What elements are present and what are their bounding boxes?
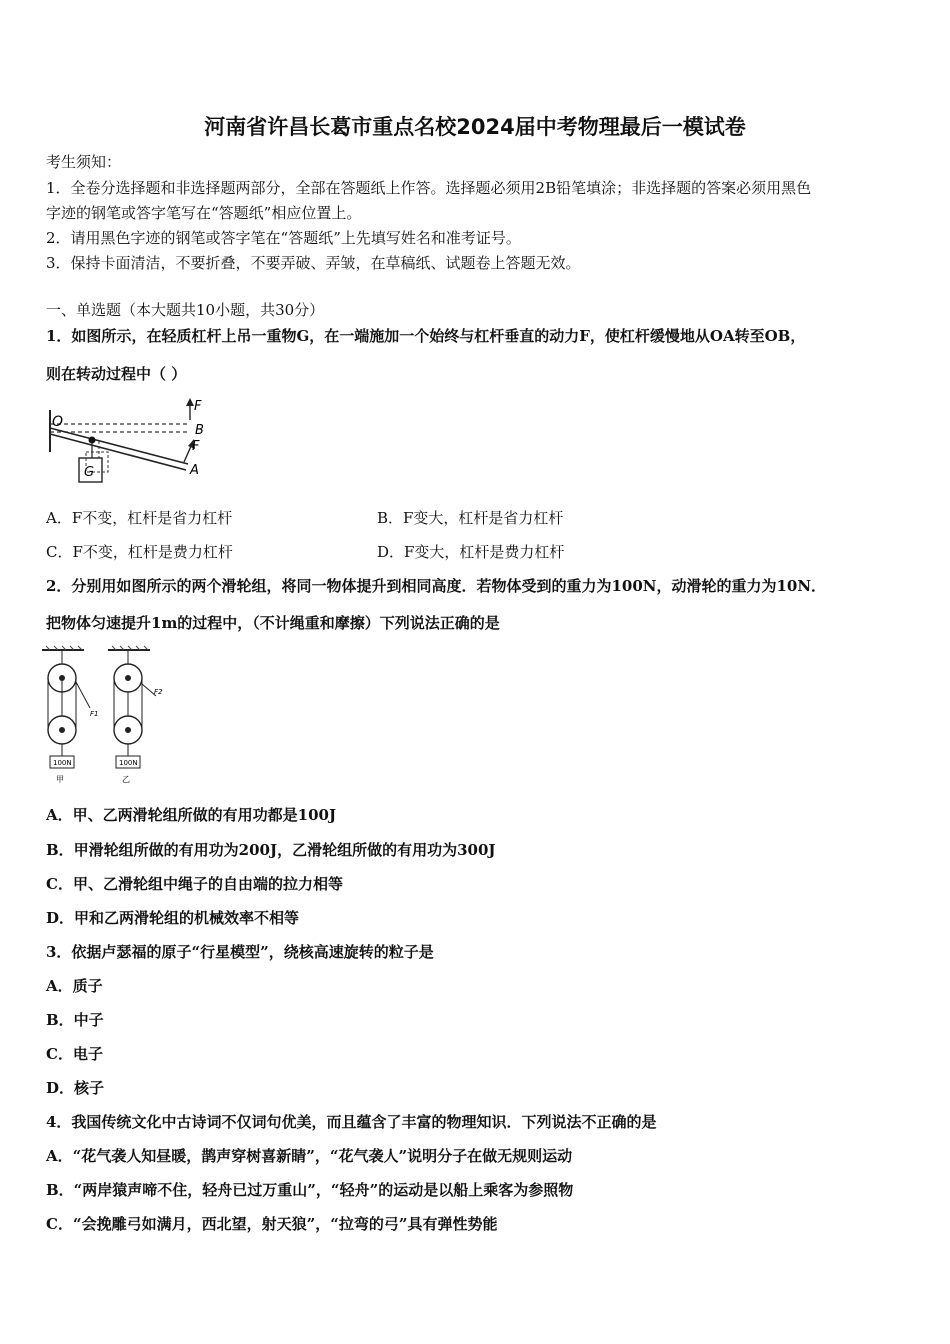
notice-item-2: 2．请用黑色字迹的钢笔或答字笔在“答题纸”上先填写姓名和准考证号。 bbox=[46, 229, 521, 247]
label-f-top: F bbox=[194, 399, 202, 414]
yi-force-label: F2 bbox=[154, 688, 163, 696]
jia-load-label: 100N bbox=[53, 759, 72, 767]
q2-option-b: B．甲滑轮组所做的有用功为200J，乙滑轮组所做的有用功为300J bbox=[46, 841, 496, 859]
q4-stem: 4．我国传统文化中古诗词不仅词句优美，而且蕴含了丰富的物理知识．下列说法不正确的是 bbox=[46, 1113, 657, 1131]
q1-stem-line2: 则在转动过程中（ ） bbox=[46, 365, 187, 383]
jia-force-label: F1 bbox=[90, 710, 99, 718]
q3-option-a: A．质子 bbox=[46, 977, 103, 995]
q2-option-d: D．甲和乙两滑轮组的机械效率不相等 bbox=[46, 909, 300, 927]
q2-stem-line1: 2．分别用如图所示的两个滑轮组，将同一物体提升到相同高度．若物体受到的重力为100N，动滑轮的重力为10N． bbox=[46, 577, 827, 595]
q3-option-d: D．核子 bbox=[46, 1079, 105, 1097]
q1-option-c: C．F不变，杠杆是费力杠杆 bbox=[46, 543, 233, 561]
q1-option-b: B．F变大，杠杆是省力杠杆 bbox=[377, 509, 564, 527]
q3-option-c: C．电子 bbox=[46, 1045, 103, 1063]
q2-pulley-figure bbox=[40, 644, 170, 786]
q1-stem-line1: 1．如图所示，在轻质杠杆上吊一重物G，在一端施加一个始终与杠杆垂直的动力F，使杠杆缓慢地从OA转至OB， bbox=[46, 327, 806, 345]
q2-stem-line2: 把物体匀速提升1m的过程中，（不计绳重和摩擦）下列说法正确的是 bbox=[46, 614, 500, 632]
q1-lever-figure bbox=[44, 396, 214, 492]
notice-heading: 考生须知： bbox=[46, 153, 122, 171]
q2-option-a: A．甲、乙两滑轮组所做的有用功都是100J bbox=[46, 806, 337, 824]
label-o: O bbox=[52, 414, 64, 430]
notice-item-1: 1．全卷分选择题和非选择题两部分，全部在答题纸上作答。选择题必须用2B铅笔填涂；非选择题的答案必须用黑色 bbox=[46, 179, 812, 197]
yi-load-label: 100N bbox=[119, 759, 138, 767]
label-a: A bbox=[190, 463, 199, 478]
q4-option-a: A．“花气袭人知昼暖，鹊声穿树喜新睛”，“花气袭人”说明分子在做无规则运动 bbox=[46, 1147, 573, 1165]
label-g: G bbox=[84, 465, 95, 480]
q1-option-d: D．F变大，杠杆是费力杠杆 bbox=[377, 543, 565, 561]
q4-option-c: C．“会挽雕弓如满月，西北望，射天狼”，“拉弯的弓”具有弹性势能 bbox=[46, 1215, 498, 1233]
label-f-bottom: F bbox=[192, 439, 200, 454]
q3-option-b: B．中子 bbox=[46, 1011, 104, 1029]
yi-label: 乙 bbox=[122, 775, 130, 784]
q3-stem: 3．依据卢瑟福的原子“行星模型”，绕核高速旋转的粒子是 bbox=[46, 943, 434, 961]
pulley-system-jia bbox=[42, 646, 98, 784]
page-title: 河南省许昌长葛市重点名校2024届中考物理最后一模试卷 bbox=[204, 115, 746, 139]
notice-item-1-cont: 字迹的钢笔或答字笔写在“答题纸”相应位置上。 bbox=[46, 204, 362, 222]
lever-oa-bottom bbox=[50, 434, 186, 470]
pulley-system-yi bbox=[108, 646, 163, 784]
notice-item-3: 3．保持卡面清洁，不要折叠，不要弄破、弄皱，在草稿纸、试题卷上答题无效。 bbox=[46, 254, 581, 272]
q4-option-b: B．“两岸猿声啼不住，轻舟已过万重山”，“轻舟”的运动是以船上乘客为参照物 bbox=[46, 1181, 574, 1199]
label-b: B bbox=[195, 423, 204, 438]
section-heading: 一、单选题（本大题共10小题，共30分） bbox=[46, 301, 325, 319]
lever-oa-top bbox=[50, 428, 188, 464]
jia-label: 甲 bbox=[56, 775, 64, 784]
q1-option-a: A．F不变，杠杆是省力杠杆 bbox=[46, 509, 233, 527]
q2-option-c: C．甲、乙滑轮组中绳子的自由端的拉力相等 bbox=[46, 875, 343, 893]
